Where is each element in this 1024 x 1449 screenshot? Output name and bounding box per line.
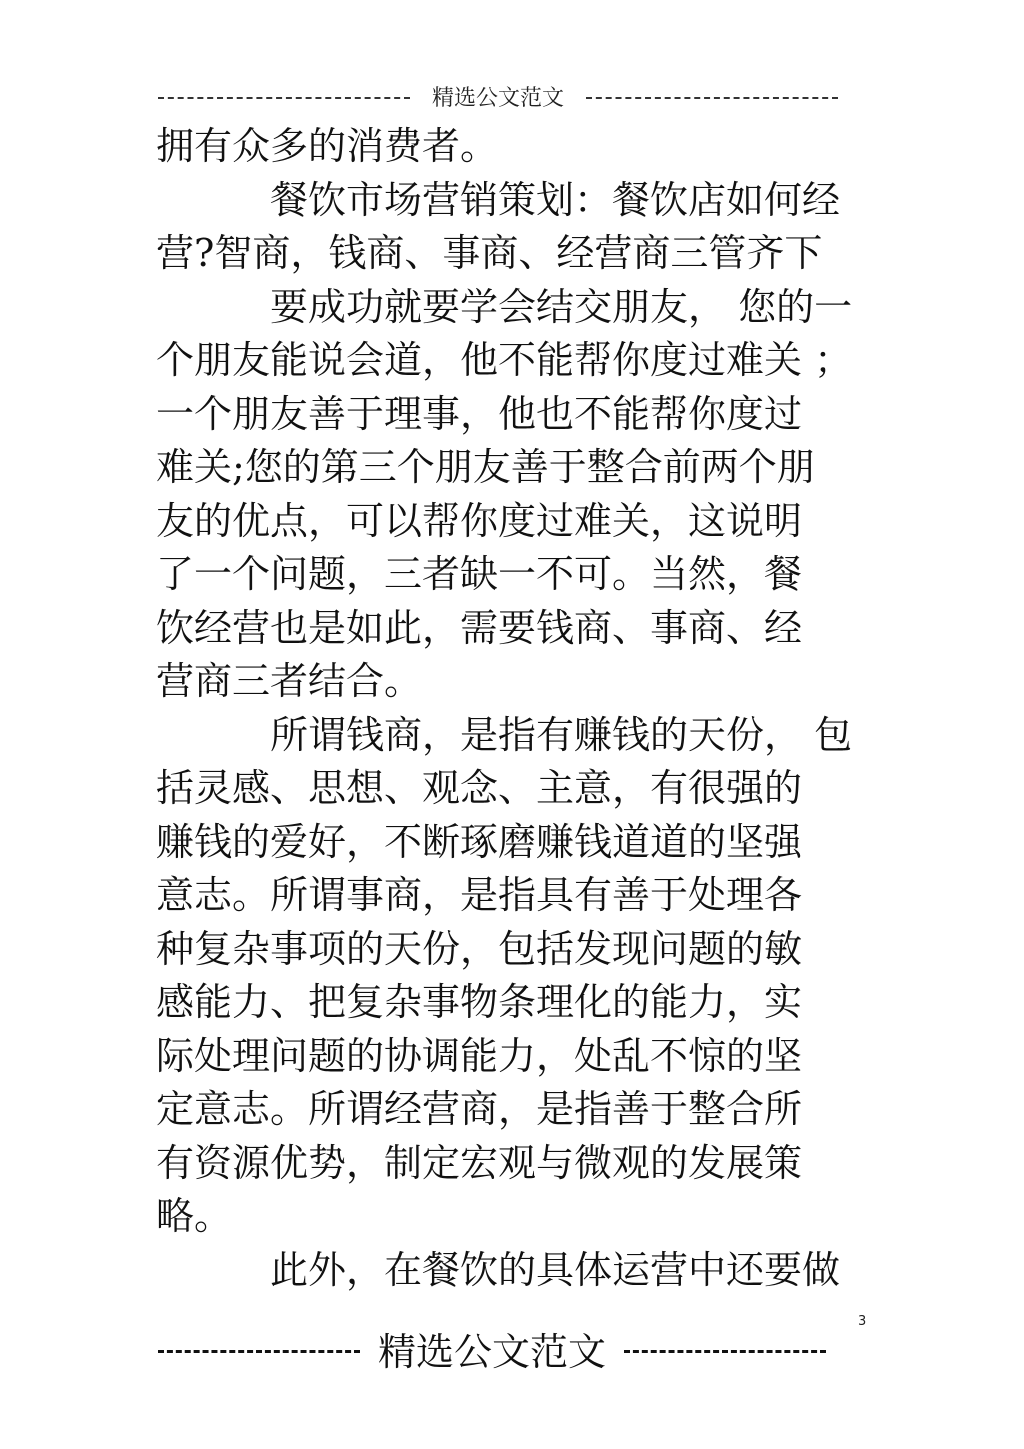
body-line: 拥有众多的消费者。 — [156, 124, 499, 168]
footer-dash-left — [158, 1350, 360, 1353]
page-header — [158, 76, 838, 116]
body-line: 难关;您的第三个朋友善于整合前两个朋 — [156, 445, 815, 489]
body-line: 了一个问题，三者缺一不可。当然，餐 — [156, 552, 803, 596]
body-line: 所谓钱商，是指有赚钱的天份， 包 — [270, 712, 853, 757]
body-line: 有资源优势，制定宏观与微观的发展策 — [156, 1140, 803, 1185]
body-line: 个朋友能说会道，他不能帮你度过难关 ； — [156, 338, 853, 382]
body-line: 略。 — [156, 1194, 233, 1238]
body-line: 际处理问题的协调能力，处乱不惊的坚 — [156, 1033, 803, 1078]
body-line: 友的优点，可以帮你度过难关，这说明 — [156, 498, 803, 543]
header-title: 精选公文范文 — [432, 85, 565, 111]
body-line: 营商三者结合。 — [156, 659, 423, 703]
header-dash-left — [158, 97, 410, 99]
page-number: 3 — [858, 1314, 867, 1329]
body-line: 要成功就要学会结交朋友， 您的一 — [270, 284, 853, 329]
body-line: 餐饮市场营销策划：餐饮店如何经 — [270, 177, 841, 222]
body-line: 赚钱的爱好，不断琢磨赚钱道道的坚强 — [156, 819, 803, 864]
page-footer — [158, 1320, 826, 1376]
body-line: 饮经营也是如此，需要钱商、事商、经 — [156, 605, 803, 650]
header-dash-right — [586, 97, 838, 99]
body-line: 括灵感、思想、观念、主意，有很强的 — [156, 766, 803, 810]
body-line: 营?智商，钱商、事商、经营商三管齐下 — [156, 231, 823, 275]
body-line: 感能力、把复杂事物条理化的能力，实 — [156, 980, 803, 1024]
footer-title: 精选公文范文 — [378, 1329, 607, 1374]
document-body — [156, 120, 868, 1297]
body-line: 一个朋友善于理事，他也不能帮你度过 — [156, 391, 803, 436]
body-line: 意志。所谓事商，是指具有善于处理各 — [156, 873, 803, 917]
footer-dash-right — [624, 1350, 826, 1353]
body-line: 定意志。所谓经营商，是指善于整合所 — [156, 1087, 803, 1131]
body-line: 种复杂事项的天份，包括发现问题的敏 — [156, 926, 803, 971]
body-line: 此外，在餐饮的具体运营中还要做 — [270, 1247, 841, 1292]
